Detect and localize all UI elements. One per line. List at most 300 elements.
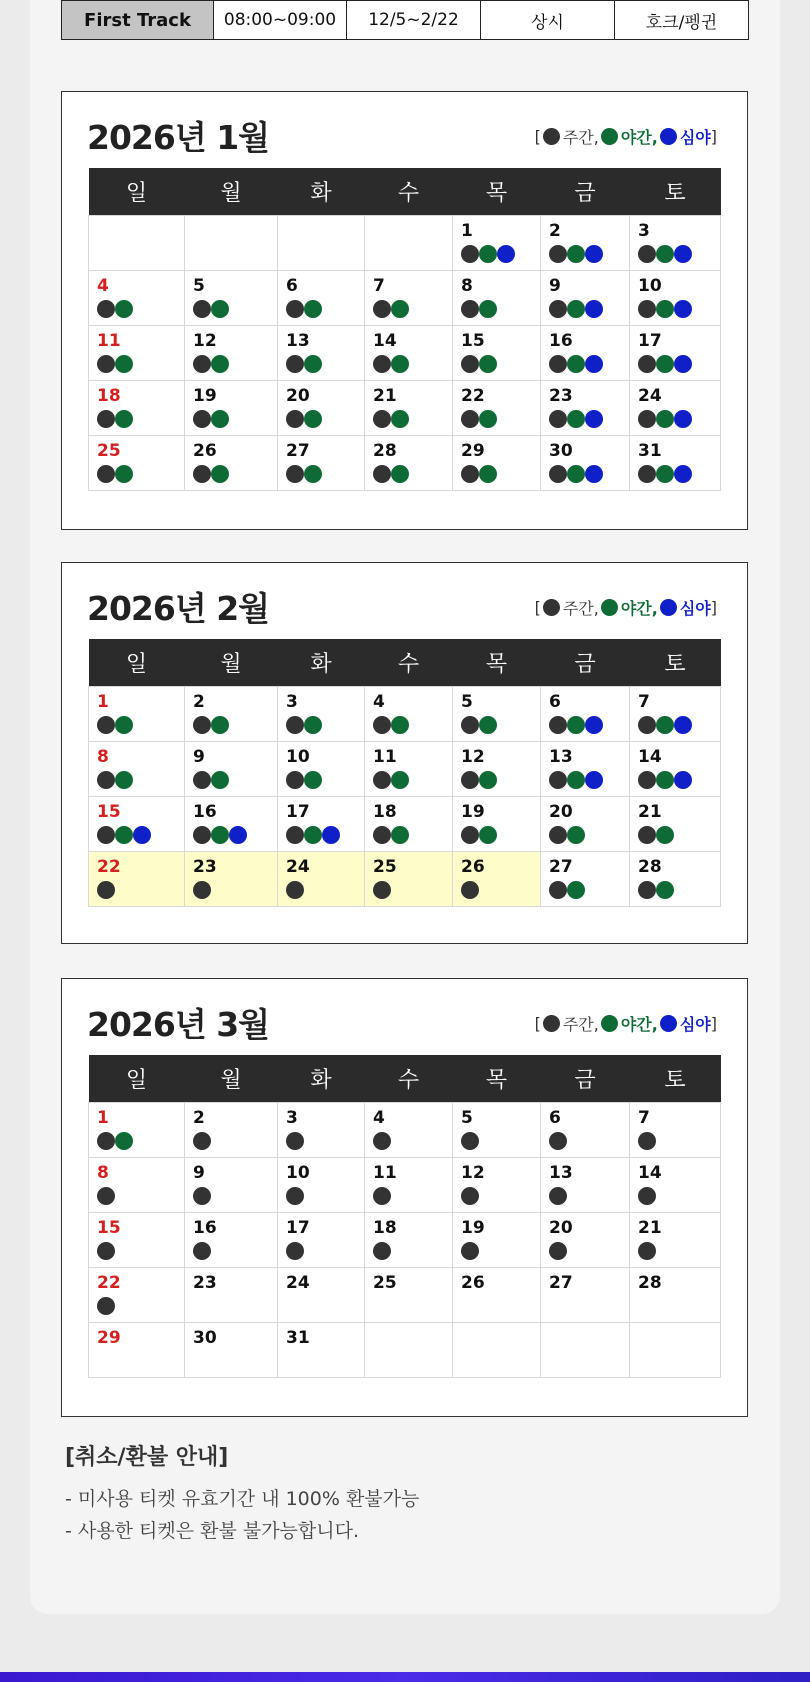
calendar-week-row xyxy=(89,216,721,271)
night-dot-icon xyxy=(567,300,585,318)
weekday-header-row xyxy=(89,1055,721,1103)
day-number: 30 xyxy=(549,441,573,461)
day-number: 19 xyxy=(193,386,217,406)
calendar-day-cell[interactable] xyxy=(453,216,541,271)
calendar-day-cell[interactable] xyxy=(541,1158,630,1213)
calendar-day-cell[interactable] xyxy=(365,1268,453,1323)
night-dot-icon xyxy=(479,826,497,844)
calendar-day-cell[interactable] xyxy=(185,436,278,491)
night-dot-icon xyxy=(656,881,674,899)
session-indicators xyxy=(638,300,720,318)
session-indicators xyxy=(286,300,364,318)
session-indicators xyxy=(461,300,540,318)
calendar-day-cell[interactable] xyxy=(630,381,721,436)
day-number: 31 xyxy=(286,1328,310,1348)
day-dot-icon xyxy=(638,1242,656,1260)
refund-line: - 미사용 티켓 유효기간 내 100% 환불가능 xyxy=(65,1488,420,1510)
calendar-day-cell[interactable] xyxy=(365,687,453,742)
calendar-day-cell[interactable] xyxy=(453,436,541,491)
calendar-day-cell[interactable] xyxy=(453,852,541,907)
night-dot-icon xyxy=(304,771,322,789)
calendar-day-cell[interactable] xyxy=(185,797,278,852)
calendar-day-cell[interactable] xyxy=(185,381,278,436)
calendar-day-cell[interactable] xyxy=(89,381,185,436)
weekday-header: 화 xyxy=(278,1055,365,1103)
day-number: 7 xyxy=(638,1108,650,1128)
session-indicators xyxy=(549,1297,629,1315)
calendar-day-cell[interactable] xyxy=(453,687,541,742)
calendar-day-cell[interactable] xyxy=(365,271,453,326)
calendar-day-cell[interactable] xyxy=(278,271,365,326)
day-number: 7 xyxy=(638,692,650,712)
night-dot-icon xyxy=(656,410,674,428)
calendar-day-cell[interactable] xyxy=(541,326,630,381)
day-number: 6 xyxy=(549,692,561,712)
weekday-header: 목 xyxy=(453,1055,541,1103)
legend-night-label: 야간, xyxy=(620,128,658,147)
day-number: 23 xyxy=(193,1273,217,1293)
calendar-day-cell[interactable] xyxy=(365,797,453,852)
calendar-day-cell[interactable] xyxy=(278,326,365,381)
calendar-empty-cell xyxy=(365,1323,453,1378)
calendar-day-cell[interactable] xyxy=(365,381,453,436)
weekday-header: 일 xyxy=(89,168,185,216)
night-dot-icon xyxy=(115,300,133,318)
day-dot-icon xyxy=(638,410,656,428)
calendar-day-cell[interactable] xyxy=(630,1103,721,1158)
night-dot-icon xyxy=(304,716,322,734)
calendar-day-cell[interactable] xyxy=(89,436,185,491)
calendar-day-cell[interactable] xyxy=(365,742,453,797)
day-number: 20 xyxy=(549,1218,573,1238)
calendar-day-cell[interactable] xyxy=(630,1158,721,1213)
night-dot-icon xyxy=(479,716,497,734)
day-dot-icon xyxy=(286,1187,304,1205)
day-number: 11 xyxy=(373,747,397,767)
calendar-day-cell[interactable] xyxy=(541,216,630,271)
calendar-day-cell[interactable] xyxy=(453,1213,541,1268)
day-number: 18 xyxy=(373,802,397,822)
session-indicators xyxy=(193,300,277,318)
day-number: 27 xyxy=(549,1273,573,1293)
calendar-day-cell[interactable] xyxy=(89,1323,185,1378)
night-dot-icon xyxy=(115,771,133,789)
calendar-day-cell[interactable] xyxy=(278,381,365,436)
session-indicators xyxy=(286,1187,364,1205)
calendar-week-row xyxy=(89,326,721,381)
calendar-day-cell[interactable] xyxy=(453,742,541,797)
calendar-day-cell[interactable] xyxy=(185,1323,278,1378)
session-indicators xyxy=(97,826,184,844)
calendar-day-cell[interactable] xyxy=(453,1158,541,1213)
day-dot-icon xyxy=(193,1132,211,1150)
late-night-dot-icon xyxy=(660,599,677,616)
weekday-header: 일 xyxy=(89,1055,185,1103)
day-number: 8 xyxy=(97,1163,109,1183)
calendar-week-row xyxy=(89,381,721,436)
calendar-day-cell[interactable] xyxy=(453,1103,541,1158)
session-indicators xyxy=(638,716,720,734)
day-dot-icon xyxy=(549,826,567,844)
calendar-day-cell[interactable] xyxy=(185,852,278,907)
day-dot-icon xyxy=(97,465,115,483)
calendar-empty-cell xyxy=(365,216,453,271)
session-indicators xyxy=(461,245,540,263)
day-number: 1 xyxy=(97,1108,109,1128)
calendar-day-cell[interactable] xyxy=(89,852,185,907)
night-dot-icon xyxy=(656,771,674,789)
night-dot-icon xyxy=(115,465,133,483)
calendar-week-row xyxy=(89,1103,721,1158)
legend xyxy=(535,1012,717,1035)
night-dot-icon xyxy=(211,300,229,318)
session-indicators xyxy=(286,716,364,734)
calendar-day-cell[interactable] xyxy=(185,1268,278,1323)
day-number: 16 xyxy=(193,1218,217,1238)
session-indicators xyxy=(97,1352,184,1370)
calendar-day-cell[interactable] xyxy=(453,1268,541,1323)
late-night-dot-icon xyxy=(674,410,692,428)
night-dot-icon xyxy=(391,300,409,318)
calendar-day-cell[interactable] xyxy=(89,1268,185,1323)
session-indicators xyxy=(638,826,720,844)
calendar-day-cell[interactable] xyxy=(89,1213,185,1268)
day-dot-icon xyxy=(461,245,479,263)
calendar-day-cell[interactable] xyxy=(541,271,630,326)
calendar-day-cell[interactable] xyxy=(630,742,721,797)
calendar-day-cell[interactable] xyxy=(453,326,541,381)
session-indicators xyxy=(286,410,364,428)
calendar-day-cell[interactable] xyxy=(185,742,278,797)
day-dot-icon xyxy=(549,410,567,428)
session-indicators xyxy=(373,881,452,899)
session-indicators xyxy=(549,771,629,789)
calendar-day-cell[interactable] xyxy=(541,742,630,797)
session-indicators xyxy=(549,826,629,844)
night-dot-icon xyxy=(391,771,409,789)
day-dot-icon xyxy=(461,300,479,318)
calendar-day-cell[interactable] xyxy=(89,271,185,326)
day-dot-icon xyxy=(549,1242,567,1260)
calendar-day-cell[interactable] xyxy=(453,271,541,326)
session-indicators xyxy=(549,1242,629,1260)
calendar-week-row xyxy=(89,1323,721,1378)
day-dot-icon xyxy=(286,300,304,318)
calendar-day-cell[interactable] xyxy=(278,1158,365,1213)
weekday-header: 금 xyxy=(541,168,630,216)
calendar-grid xyxy=(88,639,721,907)
day-dot-icon xyxy=(373,355,391,373)
session-indicators xyxy=(461,771,540,789)
calendar-day-cell[interactable] xyxy=(630,687,721,742)
calendar-day-cell[interactable] xyxy=(278,852,365,907)
night-dot-icon xyxy=(115,826,133,844)
track-period-cell: 12/5~2/22 xyxy=(347,1,481,40)
calendar-day-cell[interactable] xyxy=(365,326,453,381)
session-indicators xyxy=(373,1187,452,1205)
session-indicators xyxy=(97,1242,184,1260)
day-number: 22 xyxy=(97,857,121,877)
calendar-day-cell[interactable] xyxy=(630,216,721,271)
night-dot-icon xyxy=(304,300,322,318)
day-number: 9 xyxy=(549,276,561,296)
calendar-day-cell[interactable] xyxy=(630,1268,721,1323)
late-night-dot-icon xyxy=(133,826,151,844)
night-dot-icon xyxy=(567,771,585,789)
calendar-day-cell[interactable] xyxy=(185,1213,278,1268)
day-dot-icon xyxy=(638,1132,656,1150)
calendar-day-cell[interactable] xyxy=(630,271,721,326)
day-dot-icon xyxy=(286,771,304,789)
night-dot-icon xyxy=(304,465,322,483)
calendar-day-cell[interactable] xyxy=(453,381,541,436)
day-number: 8 xyxy=(97,747,109,767)
day-number: 30 xyxy=(193,1328,217,1348)
day-dot-icon xyxy=(373,1187,391,1205)
weekday-header: 일 xyxy=(89,639,185,687)
day-dot-icon xyxy=(638,881,656,899)
calendar-day-cell[interactable] xyxy=(365,852,453,907)
session-indicators xyxy=(286,1242,364,1260)
night-dot-icon xyxy=(115,355,133,373)
month-title: 2026년 1월 xyxy=(87,118,270,157)
day-number: 27 xyxy=(286,441,310,461)
day-number: 3 xyxy=(638,221,650,241)
day-dot-icon xyxy=(373,300,391,318)
track-name-cell: First Track xyxy=(62,1,214,40)
late-night-dot-icon xyxy=(585,410,603,428)
day-number: 27 xyxy=(549,857,573,877)
day-number: 15 xyxy=(461,331,485,351)
night-dot-icon xyxy=(304,410,322,428)
session-indicators xyxy=(638,355,720,373)
month-calendar-january xyxy=(61,91,748,530)
session-indicators xyxy=(373,300,452,318)
day-dot-icon xyxy=(97,716,115,734)
day-number: 14 xyxy=(373,331,397,351)
day-number: 13 xyxy=(549,747,573,767)
day-number: 12 xyxy=(193,331,217,351)
day-dot-icon xyxy=(97,355,115,373)
day-dot-icon xyxy=(549,465,567,483)
session-indicators xyxy=(97,465,184,483)
day-number: 5 xyxy=(461,1108,473,1128)
day-dot-icon xyxy=(286,881,304,899)
day-number: 28 xyxy=(638,1273,662,1293)
session-indicators xyxy=(461,1132,540,1150)
day-number: 1 xyxy=(97,692,109,712)
calendar-day-cell[interactable] xyxy=(630,797,721,852)
calendar-day-cell[interactable] xyxy=(541,687,630,742)
calendar-day-cell[interactable] xyxy=(630,436,721,491)
day-dot-icon xyxy=(373,716,391,734)
session-indicators xyxy=(549,1132,629,1150)
calendar-day-cell[interactable] xyxy=(185,1103,278,1158)
day-dot-icon xyxy=(461,826,479,844)
night-dot-icon xyxy=(211,716,229,734)
late-night-dot-icon xyxy=(674,465,692,483)
calendar-day-cell[interactable] xyxy=(278,1323,365,1378)
track-row xyxy=(62,1,749,40)
day-number: 6 xyxy=(286,276,298,296)
day-number: 22 xyxy=(97,1273,121,1293)
calendar-day-cell[interactable] xyxy=(541,381,630,436)
calendar-day-cell[interactable] xyxy=(630,326,721,381)
session-indicators xyxy=(461,355,540,373)
day-dot-icon xyxy=(286,826,304,844)
day-dot-icon xyxy=(638,1187,656,1205)
day-dot-icon xyxy=(97,1132,115,1150)
night-dot-icon xyxy=(567,716,585,734)
day-dot-icon xyxy=(549,1187,567,1205)
day-number: 26 xyxy=(193,441,217,461)
session-indicators xyxy=(286,826,364,844)
day-number: 15 xyxy=(97,1218,121,1238)
legend-late-label: 심야 xyxy=(679,599,711,618)
calendar-day-cell[interactable] xyxy=(365,436,453,491)
session-indicators xyxy=(286,1297,364,1315)
night-dot-icon xyxy=(567,245,585,263)
calendar-day-cell[interactable] xyxy=(185,687,278,742)
day-number: 12 xyxy=(461,747,485,767)
night-dot-icon xyxy=(601,599,618,616)
calendar-day-cell[interactable] xyxy=(278,1103,365,1158)
session-indicators xyxy=(549,300,629,318)
weekday-header: 목 xyxy=(453,168,541,216)
day-dot-icon xyxy=(461,355,479,373)
session-indicators xyxy=(549,716,629,734)
late-night-dot-icon xyxy=(674,771,692,789)
session-indicators xyxy=(461,716,540,734)
calendar-day-cell[interactable] xyxy=(89,326,185,381)
calendar-day-cell[interactable] xyxy=(278,742,365,797)
calendar-day-cell[interactable] xyxy=(541,1103,630,1158)
weekday-header: 금 xyxy=(541,639,630,687)
late-night-dot-icon xyxy=(497,245,515,263)
calendar-day-cell[interactable] xyxy=(89,1158,185,1213)
calendar-day-cell[interactable] xyxy=(185,1158,278,1213)
day-number: 18 xyxy=(373,1218,397,1238)
day-number: 13 xyxy=(286,331,310,351)
late-night-dot-icon xyxy=(585,355,603,373)
day-dot-icon xyxy=(97,1187,115,1205)
calendar-day-cell[interactable] xyxy=(541,1213,630,1268)
day-number: 4 xyxy=(373,692,385,712)
night-dot-icon xyxy=(601,128,618,145)
calendar-day-cell[interactable] xyxy=(278,436,365,491)
month-title: 2026년 3월 xyxy=(87,1005,270,1044)
day-dot-icon xyxy=(193,465,211,483)
calendar-day-cell[interactable] xyxy=(89,1103,185,1158)
night-dot-icon xyxy=(115,716,133,734)
day-number: 20 xyxy=(549,802,573,822)
calendar-day-cell[interactable] xyxy=(278,1213,365,1268)
night-dot-icon xyxy=(391,716,409,734)
session-indicators xyxy=(461,410,540,428)
day-dot-icon xyxy=(461,716,479,734)
day-dot-icon xyxy=(373,410,391,428)
day-number: 24 xyxy=(638,386,662,406)
day-number: 23 xyxy=(549,386,573,406)
bottom-accent-bar xyxy=(0,1672,810,1682)
day-number: 9 xyxy=(193,747,205,767)
day-number: 10 xyxy=(286,1163,310,1183)
calendar-day-cell[interactable] xyxy=(185,326,278,381)
weekday-header-row xyxy=(89,168,721,216)
day-number: 23 xyxy=(193,857,217,877)
legend xyxy=(535,125,717,148)
night-dot-icon xyxy=(656,716,674,734)
late-night-dot-icon xyxy=(674,245,692,263)
session-indicators xyxy=(286,1132,364,1150)
weekday-header: 토 xyxy=(630,639,721,687)
day-number: 25 xyxy=(373,1273,397,1293)
calendar-day-cell[interactable] xyxy=(89,797,185,852)
session-indicators xyxy=(638,410,720,428)
day-dot-icon xyxy=(286,465,304,483)
calendar-day-cell[interactable] xyxy=(541,436,630,491)
calendar-day-cell[interactable] xyxy=(278,687,365,742)
calendar-day-cell[interactable] xyxy=(185,271,278,326)
weekday-header: 월 xyxy=(185,1055,278,1103)
calendar-day-cell[interactable] xyxy=(89,687,185,742)
day-number: 12 xyxy=(461,1163,485,1183)
legend-close-bracket: ] xyxy=(710,127,717,146)
night-dot-icon xyxy=(479,245,497,263)
day-dot-icon xyxy=(461,1187,479,1205)
calendar-day-cell[interactable] xyxy=(453,797,541,852)
day-dot-icon xyxy=(193,1242,211,1260)
calendar-day-cell[interactable] xyxy=(278,1268,365,1323)
day-number: 9 xyxy=(193,1163,205,1183)
day-number: 3 xyxy=(286,1108,298,1128)
calendar-day-cell[interactable] xyxy=(541,852,630,907)
day-number: 15 xyxy=(97,802,121,822)
day-number: 10 xyxy=(286,747,310,767)
calendar-empty-cell xyxy=(453,1323,541,1378)
session-indicators xyxy=(193,465,277,483)
night-dot-icon xyxy=(479,355,497,373)
calendar-day-cell[interactable] xyxy=(630,1213,721,1268)
session-indicators xyxy=(549,465,629,483)
weekday-header: 수 xyxy=(365,168,453,216)
late-night-dot-icon xyxy=(674,300,692,318)
legend-night-label: 야간, xyxy=(620,599,658,618)
day-dot-icon xyxy=(638,465,656,483)
calendar-day-cell[interactable] xyxy=(630,852,721,907)
calendar-day-cell[interactable] xyxy=(278,797,365,852)
night-dot-icon xyxy=(211,826,229,844)
calendar-empty-cell xyxy=(278,216,365,271)
night-dot-icon xyxy=(391,410,409,428)
session-indicators xyxy=(193,1297,277,1315)
calendar-day-cell[interactable] xyxy=(365,1213,453,1268)
calendar-day-cell[interactable] xyxy=(365,1103,453,1158)
calendar-week-row xyxy=(89,1268,721,1323)
day-number: 28 xyxy=(638,857,662,877)
legend-day-label: 주간, xyxy=(562,599,599,618)
month-calendar-february xyxy=(61,562,748,944)
calendar-day-cell[interactable] xyxy=(365,1158,453,1213)
calendar-grid xyxy=(88,1055,721,1378)
session-indicators xyxy=(461,1242,540,1260)
calendar-day-cell[interactable] xyxy=(89,742,185,797)
calendar-day-cell[interactable] xyxy=(541,1268,630,1323)
session-indicators xyxy=(97,355,184,373)
session-indicators xyxy=(193,1132,277,1150)
calendar-day-cell[interactable] xyxy=(541,797,630,852)
late-night-dot-icon xyxy=(660,128,677,145)
